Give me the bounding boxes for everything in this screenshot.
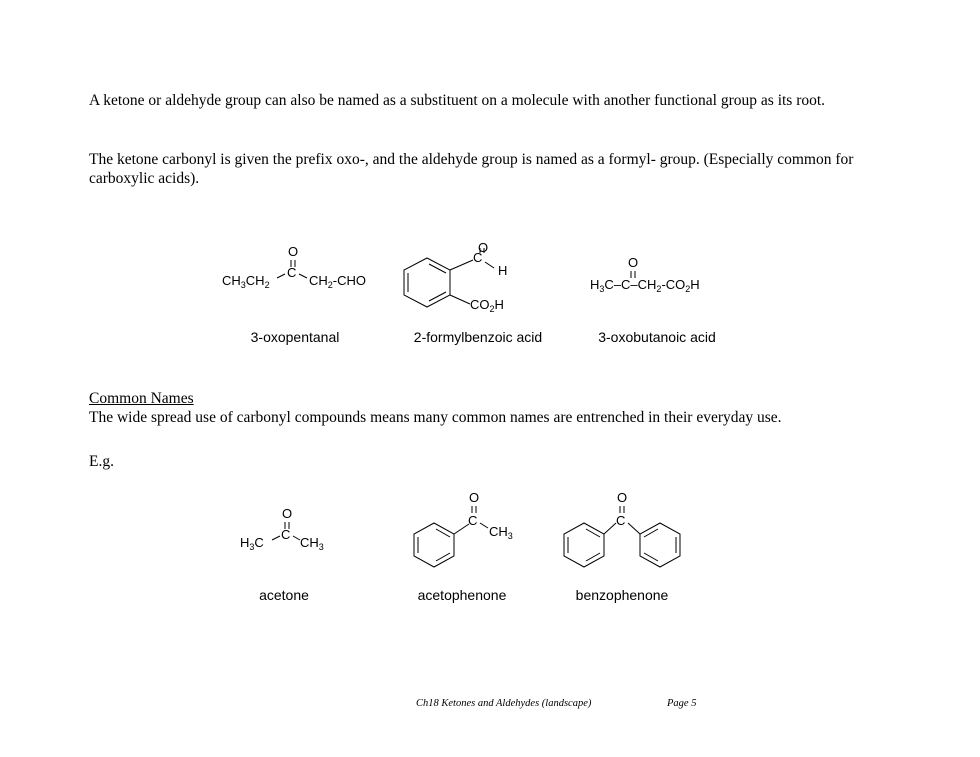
structure-3-oxopentanal: [222, 244, 366, 290]
svg-text:C: C: [287, 265, 297, 280]
name-2-formylbenzoic-acid: 2-formylbenzoic acid: [413, 329, 543, 345]
row2-structures: [230, 485, 710, 575]
name-3-oxobutanoic-acid: 3-oxobutanoic acid: [598, 329, 716, 345]
structure-benzophenone: [564, 490, 680, 567]
svg-text:CH2-CHO: $CH_2$-CHO: [309, 273, 367, 290]
svg-text:O: O: [282, 506, 293, 521]
svg-text:H3C–C–CH2-CO2H: $H_3C-C-CH_2-CO_2H$: [590, 277, 700, 294]
svg-text:CH3: $CH_3$: [300, 535, 324, 552]
structure-acetone: [240, 506, 324, 552]
structure-2-formylbenzoic-acid: [404, 240, 507, 314]
row1-structures: [210, 240, 750, 320]
name-acetone: acetone: [259, 587, 309, 603]
svg-text:O: O: [469, 490, 480, 505]
intro-paragraph: A ketone or aldehyde group can also be named as a substituent on a molecule with another functional group as its root.: [89, 92, 826, 109]
svg-text:CH3CH2: $CH_3CH_2$: [222, 273, 270, 290]
svg-text:O: O: [628, 255, 639, 270]
svg-text:O: O: [478, 240, 489, 255]
svg-text:C: C: [473, 250, 483, 265]
svg-text:C: C: [281, 527, 291, 542]
footer-page-number: Page 5: [667, 698, 697, 709]
svg-text:CH3: $CH_3$: [489, 524, 513, 541]
name-benzophenone: benzophenone: [575, 587, 669, 603]
footer-title: Ch18 Ketones and Aldehydes (landscape): [416, 698, 592, 709]
example-label: E.g.: [89, 453, 114, 470]
svg-text:H: H: [498, 263, 508, 278]
common-names-paragraph: The wide spread use of carbonyl compounds means many common names are entrenched in their everyday use.: [89, 409, 782, 426]
name-acetophenone: acetophenone: [417, 587, 507, 603]
structure-acetophenone: [414, 490, 513, 567]
svg-text:O: O: [617, 490, 628, 505]
svg-text:O: O: [288, 244, 299, 259]
svg-text:C: C: [468, 513, 478, 528]
structure-3-oxobutanoic-acid: [590, 255, 700, 294]
svg-text:CO2H: $CO_2H$: [470, 297, 504, 314]
name-3-oxopentanal: 3-oxopentanal: [250, 329, 340, 345]
prefix-paragraph: The ketone carbonyl is given the prefix oxo-, and the aldehyde group is named as a formyl- group. (Especially common for carboxylic acids).: [89, 151, 854, 187]
common-names-heading: Common Names: [89, 390, 194, 407]
svg-text:C: C: [616, 513, 626, 528]
svg-text:H3C: $H_3C$: [240, 535, 264, 552]
